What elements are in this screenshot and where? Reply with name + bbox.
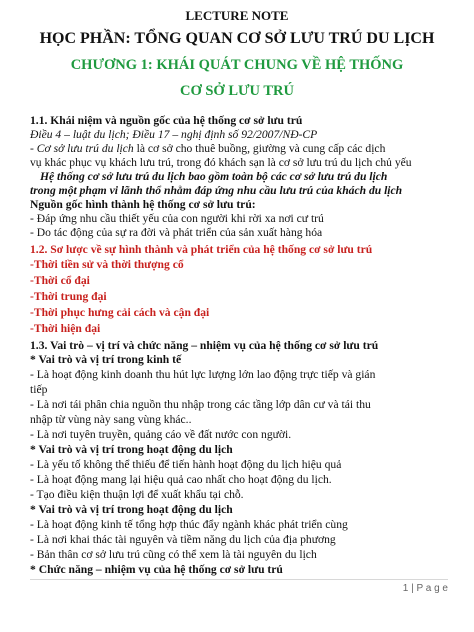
paragraph-line: vụ khác phục vụ khách lưu trú, trong đó khách sạn là cơ sở lưu trú du lịch chủ yếu <box>30 156 412 169</box>
subheading: * Vai trò và vị trí trong hoạt động du lịch <box>30 443 233 456</box>
list-item: - Là yếu tố không thể thiếu để tiến hành hoạt động du lịch hiệu quả <box>30 458 342 471</box>
paragraph-line: Hệ thống cơ sở lưu trú du lịch bao gồm toàn bộ các cơ sở lưu trú du lịch <box>40 170 388 183</box>
subheading: * Chức năng – nhiệm vụ của hệ thống cơ sở lưu trú <box>30 563 283 576</box>
list-item: - Tạo điều kiện thuận lợi để xuất khẩu tại chỗ. <box>30 488 244 501</box>
term: - Cơ sở lưu trú du lịch <box>30 142 134 155</box>
chapter-title-line-2: CƠ SỞ LƯU TRÚ <box>179 83 294 99</box>
subheading: Nguồn gốc hình thành hệ thống cơ sở lưu trú: <box>30 198 256 211</box>
subheading: * Vai trò và vị trí trong kinh tế <box>30 353 182 366</box>
period-item: -Thời phục hưng cải cách và cận đại <box>30 306 210 319</box>
chapter-title-line-1: CHƯƠNG 1: KHÁI QUÁT CHUNG VỀ HỆ THỐNG <box>70 57 404 73</box>
list-item: - Là nơi tuyên truyền, quảng cáo về đất nước con người. <box>30 428 292 441</box>
period-item: -Thời tiền sử và thời thượng cổ <box>30 258 184 271</box>
list-item: - Là hoạt động kinh doanh thu hút lực lượng lớn lao động trực tiếp và gián <box>30 368 376 381</box>
legal-reference: Điều 4 – luật du lịch; Điều 17 – nghị định số 92/2007/NĐ-CP <box>30 128 318 141</box>
paragraph-line: trong một phạm vi lãnh thổ nhằm đáp ứng nhu cầu lưu trú của khách du lịch <box>30 184 403 197</box>
list-item: - Là hoạt động kinh tế tổng hợp thúc đẩy ngành khác phát triển cùng <box>30 518 348 531</box>
page-number: 1 <box>402 583 409 594</box>
section-heading-1-3: 1.3. Vai trò – vị trí và chức năng – nhiệm vụ của hệ thống cơ sở lưu trú <box>30 339 379 352</box>
section-heading-1-1: 1.1. Khái niệm và nguồn gốc của hệ thống cơ sở lưu trú <box>30 114 303 127</box>
lecture-note-label: LECTURE NOTE <box>185 8 289 23</box>
footer-separator: | <box>408 583 417 594</box>
period-item: -Thời cổ đại <box>30 274 90 287</box>
list-item: - Là nơi khai thác tài nguyên và tiềm năng du lịch của địa phương <box>30 533 336 546</box>
list-item: - Đáp ứng nhu cầu thiết yếu của con người khi rời xa nơi cư trú <box>30 212 324 225</box>
subheading: * Vai trò và vị trí trong hoạt động du lịch <box>30 503 233 516</box>
list-item: - Bản thân cơ sở lưu trú cũng có thể xem là tài nguyên du lịch <box>30 548 317 561</box>
period-item: -Thời hiện đại <box>30 322 101 335</box>
page-label: P a g e <box>416 583 448 594</box>
list-item: - Là nơi tái phân chia nguồn thu nhập trong các tầng lớp dân cư và tái thu <box>30 398 371 411</box>
definition-text: là cơ sở cho thuê buồng, giường và cung cấp các dịch <box>133 142 386 155</box>
list-item-continuation: nhập từ vùng này sang vùng khác.. <box>30 413 192 426</box>
period-item: -Thời trung đại <box>30 290 107 303</box>
course-title: HỌC PHẦN: TỔNG QUAN CƠ SỞ LƯU TRÚ DU LỊCH <box>39 30 435 47</box>
page-footer <box>403 583 448 594</box>
list-item: - Do tác động của sự ra đời và phát triển của sản xuất hàng hóa <box>30 226 323 239</box>
section-heading-1-2: 1.2. Sơ lược về sự hình thành và phát triển của hệ thống cơ sở lưu trú <box>30 243 373 256</box>
list-item-continuation: tiếp <box>30 383 48 396</box>
paragraph-line <box>30 142 448 156</box>
list-item: - Là hoạt động mang lại hiệu quả cao nhất cho hoạt động du lịch. <box>30 473 332 486</box>
footer-divider <box>30 579 448 580</box>
